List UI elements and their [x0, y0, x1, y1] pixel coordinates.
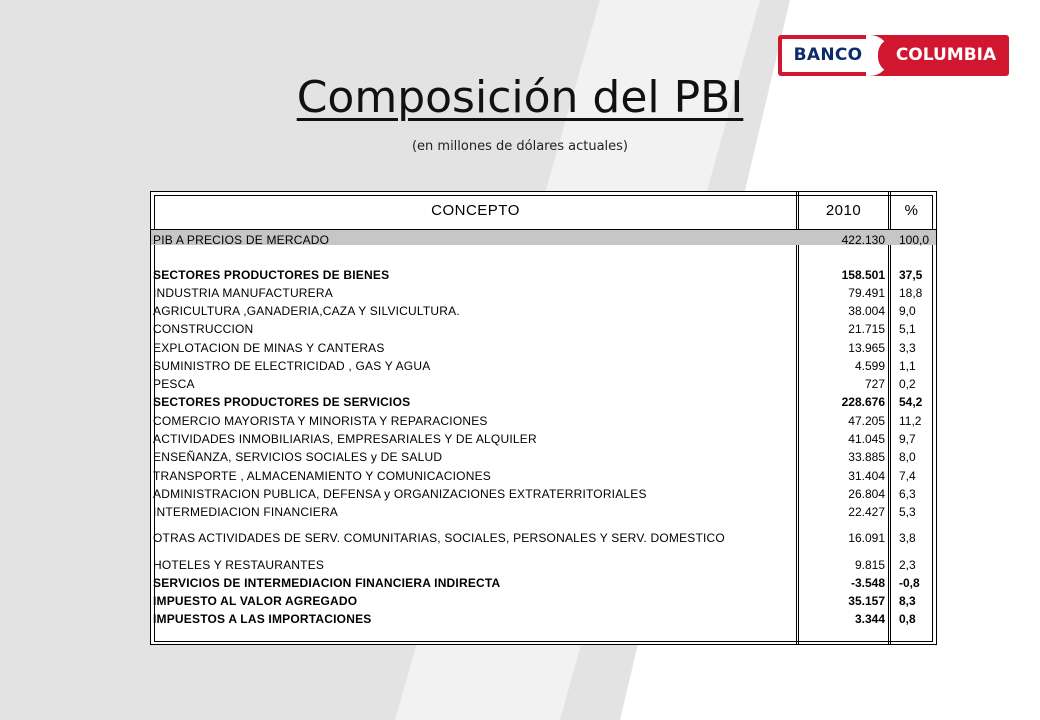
row-percent: 7,4: [899, 469, 916, 483]
row-percent: 5,3: [899, 505, 916, 519]
row-concept: COMERCIO MAYORISTA Y MINORISTA Y REPARACIONES: [153, 414, 488, 428]
row-concept: INTERMEDIACION FINANCIERA: [153, 505, 339, 519]
table-row: [151, 465, 936, 483]
row-concept: SERVICIOS DE INTERMEDIACION FINANCIERA INDIRECTA: [153, 576, 501, 590]
table-inner-border-bottom: [154, 641, 933, 642]
row-concept: PIB A PRECIOS DE MERCADO: [153, 233, 330, 247]
row-percent: 2,3: [899, 558, 916, 572]
row-percent: 11,2: [899, 414, 922, 428]
row-value-2010: 16.091: [848, 531, 885, 545]
row-percent: 8,3: [899, 594, 916, 608]
row-percent: 1,1: [899, 359, 916, 373]
row-value-2010: 79.491: [848, 286, 885, 300]
row-concept: PESCA: [153, 377, 195, 391]
row-value-2010: 727: [864, 377, 885, 391]
table-row: [151, 608, 936, 626]
row-value-2010: 22.427: [848, 505, 885, 519]
row-percent: 3,8: [899, 531, 916, 545]
table-row: [151, 572, 936, 590]
table-row: [151, 483, 936, 501]
row-value-2010: -3.548: [850, 576, 885, 590]
header-year: 2010: [825, 202, 862, 219]
row-value-2010: 41.045: [848, 432, 885, 446]
row-value-2010: 228.676: [841, 395, 885, 409]
row-concept: IMPUESTO AL VALOR AGREGADO: [153, 594, 358, 608]
table-row: [151, 337, 936, 355]
row-concept: AGRICULTURA ,GANADERIA,CAZA Y SILVICULTURA.: [153, 304, 460, 318]
row-concept: ENSEÑANZA, SERVICIOS SOCIALES y DE SALUD: [153, 450, 443, 464]
table-row: [151, 410, 936, 428]
row-concept: HOTELES Y RESTAURANTES: [153, 558, 325, 572]
row-value-2010: 38.004: [848, 304, 885, 318]
row-concept: CONSTRUCCION: [153, 322, 254, 336]
table-row: [151, 318, 936, 336]
table-row: [151, 501, 936, 519]
header-pct: %: [904, 202, 919, 219]
row-value-2010: 158.501: [841, 268, 885, 282]
table-row: [151, 428, 936, 446]
table-row: [151, 446, 936, 464]
row-percent: 0,8: [899, 612, 916, 626]
row-percent: 3,3: [899, 341, 916, 355]
slide-title-text: Composición del PBI: [296, 72, 744, 123]
row-percent: 100,0: [899, 233, 930, 247]
table-row: [151, 527, 936, 545]
slide-title: [0, 72, 1040, 123]
row-concept: SECTORES PRODUCTORES DE SERVICIOS: [153, 395, 411, 409]
table-row: [151, 391, 936, 409]
table-row: [151, 355, 936, 373]
row-value-2010: 9.815: [854, 558, 885, 572]
row-concept: OTRAS ACTIVIDADES DE SERV. COMUNITARIAS, SOCIALES, PERSONALES Y SERV. DOMESTICO: [153, 531, 725, 545]
row-value-2010: 21.715: [848, 322, 885, 336]
row-concept: TRANSPORTE , ALMACENAMIENTO Y COMUNICACIONES: [153, 469, 491, 483]
header-concepto: CONCEPTO: [431, 202, 520, 219]
row-value-2010: 422.130: [841, 233, 885, 247]
row-concept: IMPUESTOS A LAS IMPORTACIONES: [153, 612, 372, 626]
row-percent: 8,0: [899, 450, 916, 464]
table-row: [151, 282, 936, 300]
row-value-2010: 33.885: [848, 450, 885, 464]
row-value-2010: 26.804: [848, 487, 885, 501]
logo-text-banco: BANCO: [782, 39, 874, 72]
banco-columbia-logo: [778, 35, 1009, 76]
table-row: [151, 300, 936, 318]
row-value-2010: 3.344: [854, 612, 885, 626]
row-concept: ACTIVIDADES INMOBILIARIAS, EMPRESARIALES Y DE ALQUILER: [153, 432, 537, 446]
row-value-2010: 35.157: [848, 594, 885, 608]
row-concept: SECTORES PRODUCTORES DE BIENES: [153, 268, 390, 282]
table-row: [151, 264, 936, 282]
row-value-2010: 13.965: [848, 341, 885, 355]
row-concept: EXPLOTACION DE MINAS Y CANTERAS: [153, 341, 385, 355]
pbi-table: [150, 191, 937, 645]
row-concept: ADMINISTRACION PUBLICA, DEFENSA y ORGANIZACIONES EXTRATERRITORIALES: [153, 487, 647, 501]
row-percent: 0,2: [899, 377, 916, 391]
table-row: [151, 554, 936, 572]
table-row: [151, 229, 936, 247]
row-concept: INDUSTRIA MANUFACTURERA: [153, 286, 333, 300]
row-concept: SUMINISTRO DE ELECTRICIDAD , GAS Y AGUA: [153, 359, 431, 373]
row-value-2010: 4.599: [854, 359, 885, 373]
row-value-2010: 47.205: [848, 414, 885, 428]
slide-subtitle: (en millones de dólares actuales): [411, 139, 629, 154]
table-row: [151, 373, 936, 391]
row-percent: 9,7: [899, 432, 916, 446]
table-row: [151, 590, 936, 608]
row-percent: 18,8: [899, 286, 923, 300]
logo-text-columbia: COLUMBIA: [895, 45, 997, 65]
row-value-2010: 31.404: [848, 469, 885, 483]
row-percent: 9,0: [899, 304, 916, 318]
row-percent: 5,1: [899, 322, 916, 336]
row-percent: 37,5: [899, 268, 923, 282]
row-percent: 54,2: [899, 395, 923, 409]
row-percent: 6,3: [899, 487, 916, 501]
row-percent: -0,8: [899, 576, 920, 590]
